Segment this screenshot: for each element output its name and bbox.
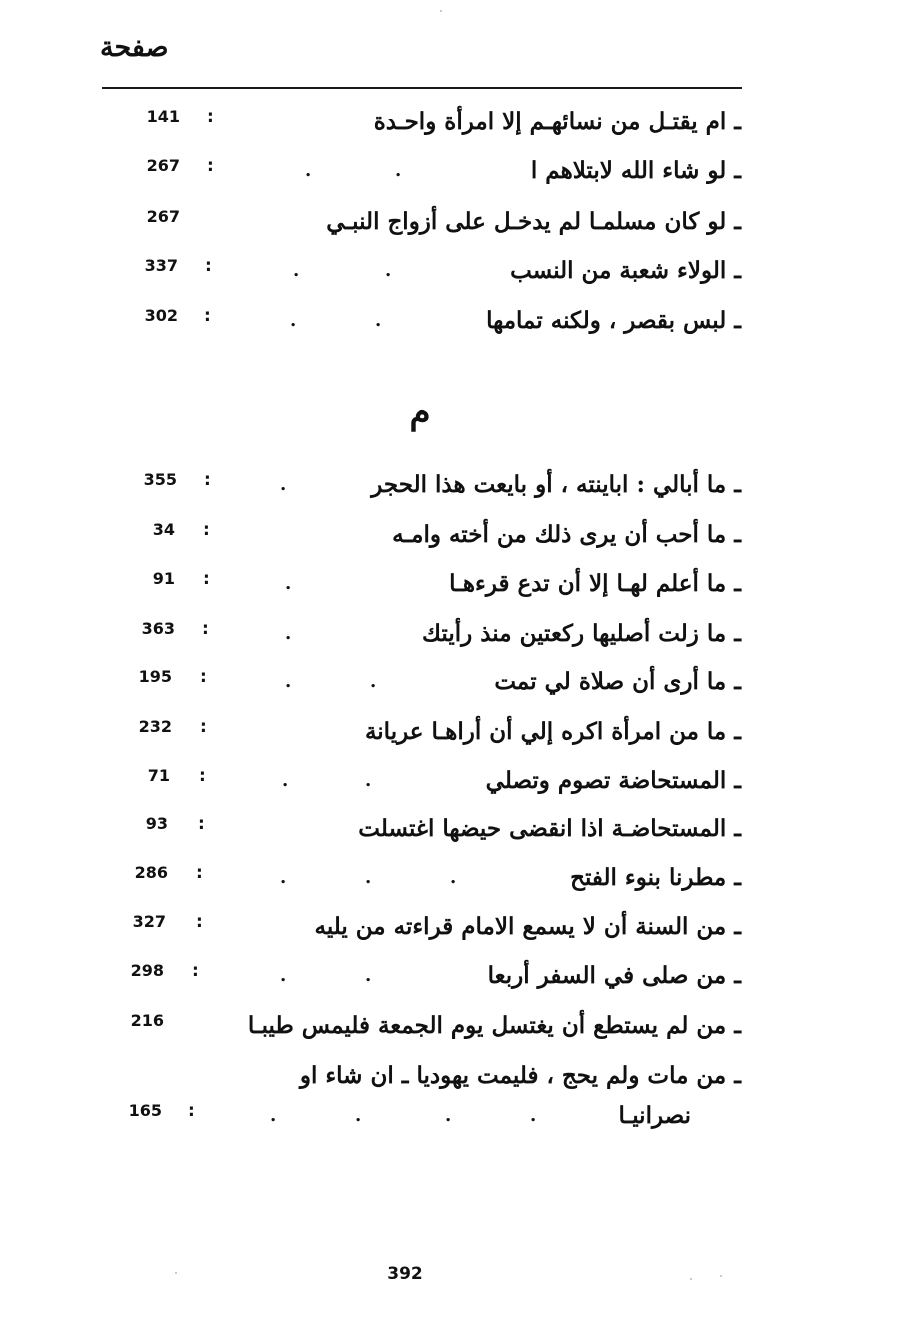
leader-dot: . <box>305 160 312 181</box>
leader-dot: . <box>285 623 292 644</box>
entry-colon: : <box>204 306 211 326</box>
entry-text: نصرانيـا <box>618 1102 691 1129</box>
entry-text: ـ لو كان مسلمـا لم يدخـل على أزواج النبـي <box>326 208 741 235</box>
leader-dot: . <box>282 770 289 791</box>
index-entry <box>0 663 916 703</box>
index-entry <box>0 957 916 997</box>
entry-page-number: 165 <box>128 1101 162 1120</box>
index-entry <box>0 713 916 753</box>
index-entry <box>0 762 916 802</box>
entry-text: ـ من السنة أن لا يسمع الامام قراءته من يليه <box>314 913 741 940</box>
entry-page-number: 141 <box>146 107 180 126</box>
scan-speck <box>720 1275 722 1277</box>
entry-colon: : <box>188 1101 195 1121</box>
entry-text: ـ من لم يستطع أن يغتسل يوم الجمعة فليمس طيبـا <box>247 1012 741 1039</box>
index-entry <box>0 152 916 192</box>
entry-text: ـ مطرنا بنوء الفتح <box>570 864 741 891</box>
scan-speck <box>175 1272 177 1274</box>
leader-dot: . <box>450 867 457 888</box>
index-entry <box>0 908 916 948</box>
entry-page-number: 286 <box>134 863 168 882</box>
leader-dot: . <box>290 310 297 331</box>
leader-dot: . <box>280 474 287 495</box>
entry-page-number: 195 <box>138 667 172 686</box>
leader-dot: . <box>355 1105 362 1126</box>
entry-page-number: 363 <box>141 619 175 638</box>
column-header-page: صفحة <box>100 32 169 63</box>
index-entry <box>0 859 916 899</box>
entry-colon: : <box>207 107 214 127</box>
leader-dot: . <box>445 1105 452 1126</box>
entry-page-number: 298 <box>130 961 164 980</box>
index-entry <box>0 103 916 143</box>
scan-speck <box>690 1278 692 1280</box>
entry-page-number: 232 <box>138 717 172 736</box>
leader-dot: . <box>365 867 372 888</box>
index-entry <box>0 615 916 655</box>
entry-colon: : <box>192 961 199 981</box>
entry-text: ـ المستحاضة تصوم وتصلي <box>485 767 741 794</box>
index-entry <box>0 1007 916 1047</box>
leader-dot: . <box>285 573 292 594</box>
entry-page-number: 302 <box>144 306 178 325</box>
index-entry-continuation <box>0 1097 916 1137</box>
index-entry <box>0 252 916 292</box>
entry-text: ـ لو شاء الله لابتلاهم ا <box>530 157 741 184</box>
index-entry <box>0 302 916 342</box>
entry-text: ـ ما أبالي : اباينته ، أو بايعت هذا الحجر <box>371 471 741 498</box>
scan-speck <box>440 10 442 12</box>
entry-text: ـ ما أرى أن صلاة لي تمت <box>494 668 741 695</box>
entry-colon: : <box>203 520 210 540</box>
page-number-footer: 392 <box>387 1264 423 1284</box>
leader-dot: . <box>293 260 300 281</box>
entry-page-number: 355 <box>143 470 177 489</box>
entry-text: ـ الولاء شعبة من النسب <box>510 257 741 284</box>
leader-dot: . <box>285 671 292 692</box>
leader-dot: . <box>280 867 287 888</box>
index-entry <box>0 466 916 506</box>
entry-text: ـ ما أحب أن يرى ذلك من أخته وامـه <box>392 521 741 548</box>
entry-page-number: 216 <box>130 1011 164 1030</box>
entry-text: ـ لبس بقصر ، ولكنه تمامها <box>486 307 741 334</box>
entry-text: ـ ام يقتـل من نسائهـم إلا امرأة واحـدة <box>373 108 741 135</box>
index-entry <box>0 516 916 556</box>
leader-dot: . <box>365 770 372 791</box>
entry-page-number: 337 <box>144 256 178 275</box>
leader-dot: . <box>395 160 402 181</box>
index-entry <box>0 1057 916 1097</box>
leader-dot: . <box>530 1105 537 1126</box>
entry-page-number: 71 <box>147 766 170 785</box>
entry-text: ـ ما من امرأة اكره إلي أن أراهـا عريانة <box>364 718 741 745</box>
leader-dot: . <box>270 1105 277 1126</box>
section-letter-mim: م <box>409 392 431 432</box>
entry-colon: : <box>205 256 212 276</box>
index-entry <box>0 810 916 850</box>
index-entry <box>0 203 916 243</box>
entry-colon: : <box>196 912 203 932</box>
entry-text: ـ من صلى في السفر أربعا <box>487 962 741 989</box>
entry-page-number: 327 <box>132 912 166 931</box>
index-entry <box>0 565 916 605</box>
leader-dot: . <box>365 965 372 986</box>
entry-colon: : <box>198 814 205 834</box>
entry-text: ـ من مات ولم يحج ، فليمت يهوديا ـ ان شاء او <box>299 1062 741 1089</box>
leader-dot: . <box>370 671 377 692</box>
entry-colon: : <box>207 156 214 176</box>
entry-page-number: 267 <box>146 207 180 226</box>
header-divider <box>102 87 742 89</box>
leader-dot: . <box>280 965 287 986</box>
entry-page-number: 93 <box>145 814 168 833</box>
entry-colon: : <box>200 717 207 737</box>
entry-page-number: 267 <box>146 156 180 175</box>
entry-colon: : <box>199 766 206 786</box>
entry-colon: : <box>196 863 203 883</box>
entry-page-number: 91 <box>152 569 175 588</box>
entry-page-number: 34 <box>152 520 175 539</box>
entry-colon: : <box>202 619 209 639</box>
entry-colon: : <box>200 667 207 687</box>
entry-text: ـ ما أعلم لهـا إلا أن تدع قرءهـا <box>449 570 741 597</box>
entry-colon: : <box>203 569 210 589</box>
leader-dot: . <box>385 260 392 281</box>
entry-text: ـ المستحاضـة اذا انقضى حيضها اغتسلت <box>358 815 741 842</box>
entry-colon: : <box>204 470 211 490</box>
leader-dot: . <box>375 310 382 331</box>
entry-text: ـ ما زلت أصليها ركعتين منذ رأيتك <box>422 620 741 647</box>
